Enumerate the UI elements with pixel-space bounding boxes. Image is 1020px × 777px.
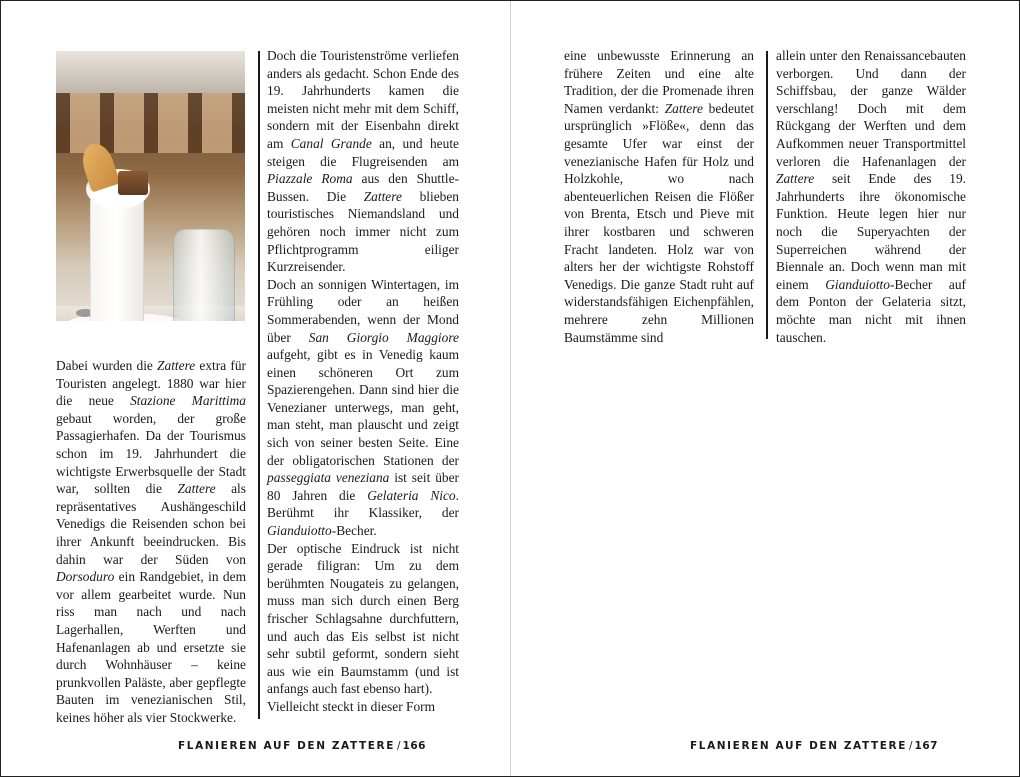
italic-term: Gelateria Nico xyxy=(367,487,456,503)
page-number: 166 xyxy=(402,740,426,752)
footer-title: FLANIEREN AUF DEN ZATTERE xyxy=(178,740,395,752)
italic-term: passeggiata veneziana xyxy=(267,470,390,486)
text-run: -Becher. xyxy=(331,523,377,539)
right-page-column-1 xyxy=(564,47,754,346)
text-run: Doch an sonnigen Wintertagen, im Frühling oder an heißen Sommerabenden, wenn der Mond über xyxy=(267,276,459,345)
text-run: gebaut worden, der große Passagierhafen. Da der Tourismus schon im 19. Jahrhundert die wichtigste Erwerbsquelle der Stadt war, sollten die xyxy=(56,410,246,497)
text-run: ein Randgebiet, in dem vor allem gearbeitet wurde. Nun riss man nach und nach Lagerhallen, Werften und Hafenanlagen ab und ersetzte sie durch Wohnhäuser – keine prunkvollen Paläste, aber gepflegte Bauten im venezianischen Stil, keines höher als vier Stockwerke. xyxy=(56,569,246,725)
right-page-column-2 xyxy=(776,47,966,346)
paragraph xyxy=(56,357,246,726)
footer-separator: / xyxy=(908,740,913,752)
italic-term: Zattere xyxy=(363,188,402,204)
italic-term: Zattere xyxy=(157,358,196,373)
italic-term: Zattere xyxy=(776,171,815,187)
column-rule xyxy=(258,51,260,719)
left-page-column-2 xyxy=(267,47,459,716)
gutter xyxy=(510,1,511,776)
text-run: -Becher auf dem Ponton der Gelateria sitzt, möchte man nicht mit ihnen tauschen. xyxy=(776,276,966,345)
text-run: eine unbewusste Erinnerung an frühere Zeiten und eine alte Tradition, der die Promenade ihren Namen verdankt: xyxy=(564,48,754,116)
italic-term: San Giorgio Maggiore xyxy=(308,329,459,345)
text-run: seit Ende des 19. Jahrhunderts ihre ökonomische Funktion. Heute legen hier nur noch die Superyachten der Superreichen während der Biennale an. Doch wenn man mit einem xyxy=(776,171,966,292)
gelato-photo xyxy=(56,51,245,321)
paragraph xyxy=(267,47,459,276)
text-run: Doch die Touristenströme verliefen anders als gedacht. Schon Ende des 19. Jahrhunderts kamen die meisten nicht mehr mit dem Schiff, sondern mit der Eisenbahn direkt am xyxy=(267,48,459,151)
text-run: bedeutet ursprünglich »Flöße«, denn das gesamte Ufer war einst der venezianische Hafen für Holz und Holzkohle, wo nach abenteuerlichen Reisen die Flößer von Brenta, Etsch und Pieve mit ihrer kostbaren und schweren Fracht landeten. Holz war von alters her der wichtigste Rohstoff Venedigs. Die ganze Stadt ruht auf widerstandsfähigen Eichenpfählen, mehrere zehn Millionen Baumstämme sind xyxy=(564,100,754,345)
text-run: ist seit über 80 Jahren die xyxy=(267,470,459,503)
running-footer-right xyxy=(690,740,938,752)
italic-term: Dorsoduro xyxy=(56,569,115,585)
paragraph xyxy=(267,276,459,540)
paragraph xyxy=(267,698,459,716)
running-footer-left xyxy=(178,740,426,752)
page-number: 167 xyxy=(914,740,938,752)
italic-term: Canal Grande xyxy=(290,135,372,151)
text-run: aus den Shuttle-Bussen. Die xyxy=(267,171,459,204)
italic-term: Stazione Marittima xyxy=(130,393,246,409)
text-run: Dabei wurden die xyxy=(56,358,158,373)
text-run: Vielleicht steckt in dieser Form xyxy=(267,698,436,714)
text-run: blieben touristisches Niemandsland und gehören noch immer nicht zum Pflichtprogramm eiliger Kurzreisender. xyxy=(267,188,459,275)
paragraph xyxy=(564,47,754,346)
italic-term: Zattere xyxy=(177,481,216,497)
text-run: allein unter den Renaissancebauten verborgen. Und dann der Schiffsbau, der ganze Wälder verschlang! Doch mit dem Rückgang der Werften und dem Aufkommen neuer Transportmittel verloren die Hafenanlagen der xyxy=(776,48,966,169)
left-page-column-1 xyxy=(56,357,246,726)
italic-term: Gianduiotto xyxy=(825,276,890,292)
text-run: Der optische Eindruck ist nicht gerade filigran: Um zu dem berühmten Nougateis zu gelangen, muss man sich durch einen Berg frischer Schlagsahne durchfuttern, und auch das Eis selbst ist nicht sehr subtil geformt, sondern sieht aus wie ein Baumstamm (und ist anfangs auch fast ebenso hart). xyxy=(267,540,459,697)
paragraph xyxy=(776,47,966,346)
text-run: aufgeht, gibt es in Venedig kaum einen schöneren Ort zum Spazierengehen. Dann sind hier die Venezianer unterwegs, man geht, man steht, man plauscht und zeigt sich von seiner besten Seite. Eine der obligatorischen Stationen der xyxy=(267,347,459,468)
italic-term: Piazzale Roma xyxy=(267,171,353,187)
text-run: . Berühmt ihr Klassiker, der xyxy=(267,487,459,521)
paragraph xyxy=(267,540,459,698)
text-run: an, und heute steigen die Flugreisenden am xyxy=(267,135,459,169)
footer-title: FLANIEREN AUF DEN ZATTERE xyxy=(690,740,907,752)
text-run: extra für Touristen angelegt. 1880 war hier die neue xyxy=(56,358,246,409)
footer-separator: / xyxy=(396,740,401,752)
italic-term: Gianduiotto xyxy=(267,523,332,539)
column-rule xyxy=(766,51,768,339)
italic-term: Zattere xyxy=(664,100,703,116)
text-run: als repräsentatives Aushängeschild Venedigs die Reisenden schon bei ihrer Ankunft beeindrucken. Bis dahin war der Süden von xyxy=(56,481,246,567)
